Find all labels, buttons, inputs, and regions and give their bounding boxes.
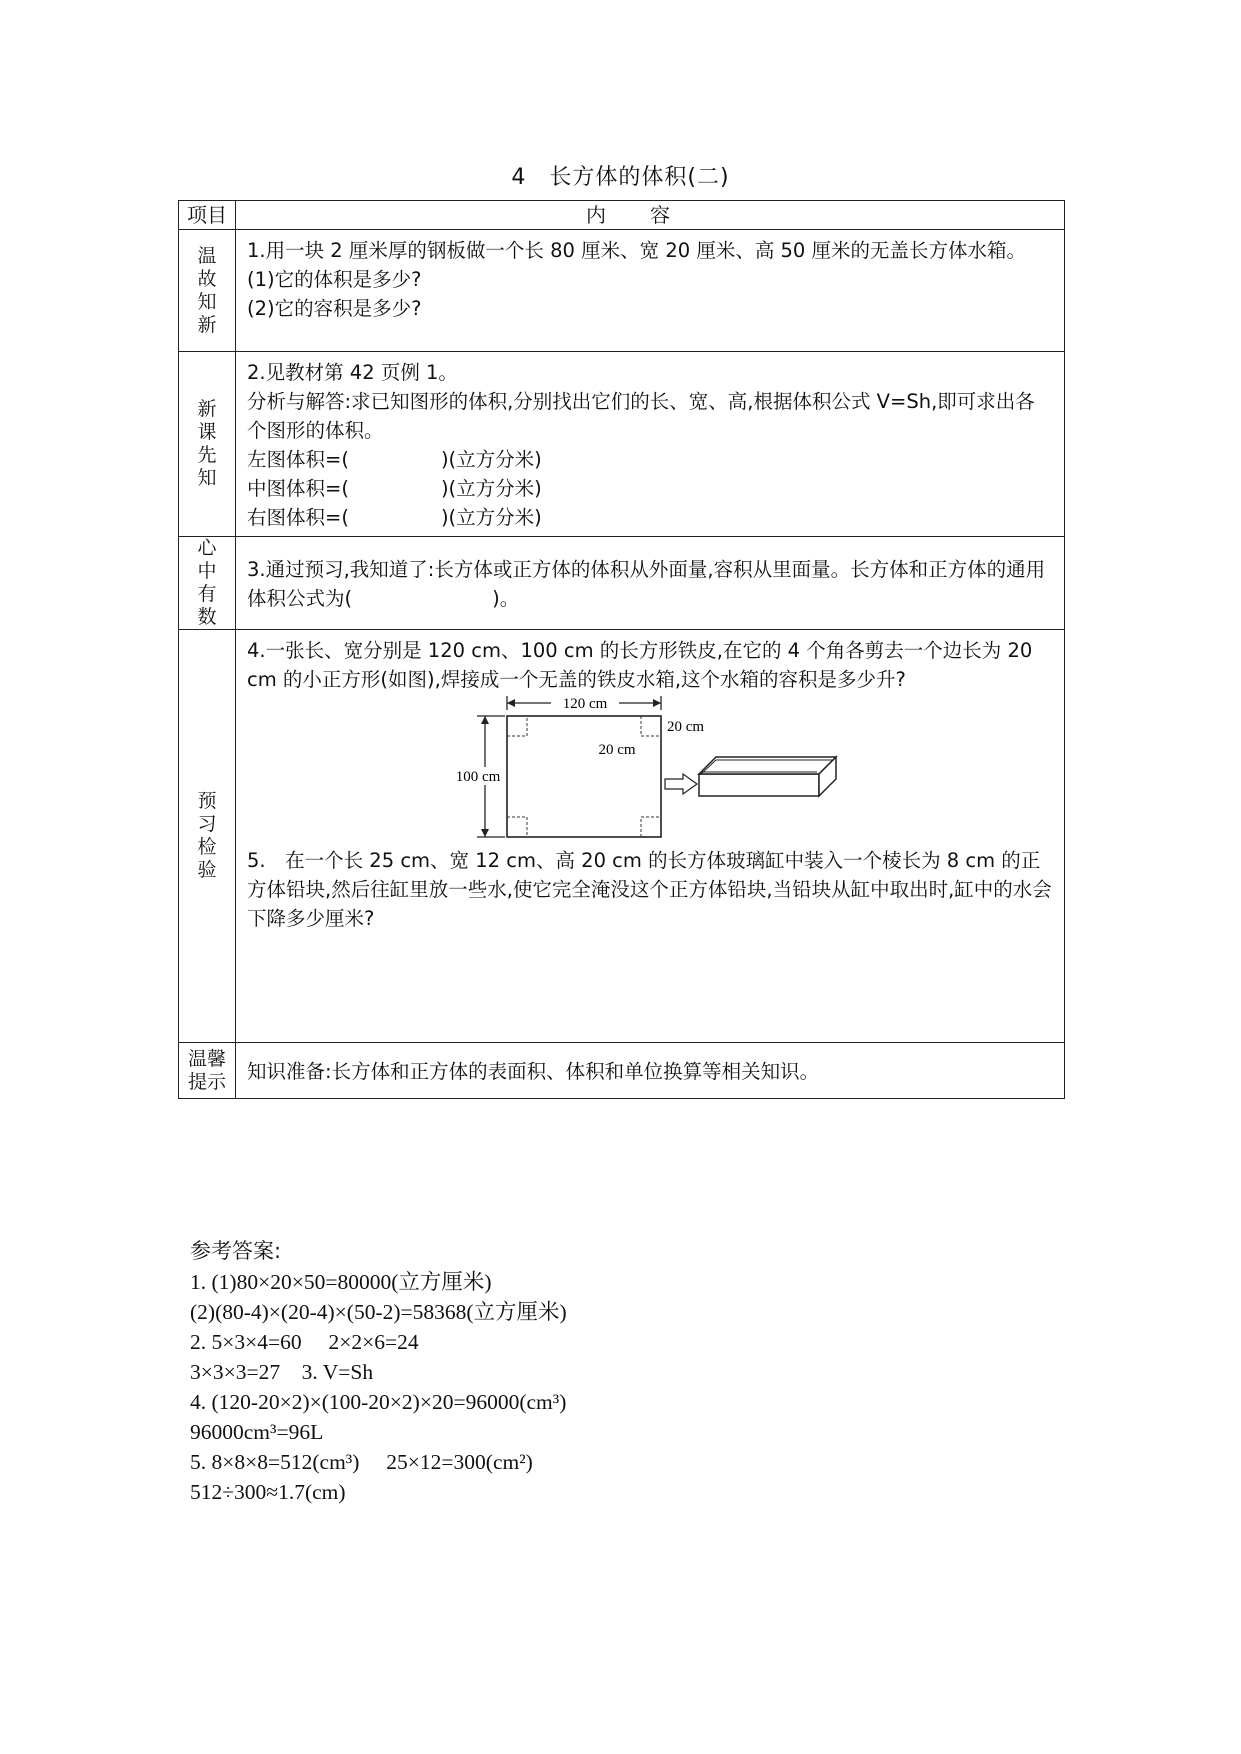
- arrow-shape: [665, 774, 697, 794]
- section-summary-content: [236, 537, 1065, 630]
- worksheet-table: [178, 200, 1065, 1099]
- answer-line: 3×3×3=27 3. V=Sh: [190, 1360, 374, 1384]
- answer-line: 2. 5×3×4=60 2×2×6=24: [190, 1330, 419, 1354]
- answer-line: 5. 8×8×8=512(cm³) 25×12=300(cm²): [190, 1450, 533, 1474]
- answer-line: 96000cm³=96L: [190, 1420, 324, 1444]
- question-3: 3.通过预习,我知道了:长方体或正方体的体积从外面量,容积从里面量。长方体和正方体的通用体积公式为( )。: [247, 558, 1046, 610]
- section-preview-label: 新 课 先 知: [179, 352, 236, 537]
- section-preview: [179, 352, 1065, 537]
- answer-line: 4. (120-20×2)×(100-20×2)×20=96000(cm³): [190, 1390, 567, 1414]
- question-4: 4.一张长、宽分别是 120 cm、100 cm 的长方形铁皮,在它的 4 个角各剪去一个边长为 20 cm 的小正方形(如图),焊接成一个无盖的铁皮水箱,这个水箱的容积是多少升?: [247, 639, 1033, 691]
- section-review-label: 温 故 知 新: [179, 230, 236, 352]
- section-check-label: 预 习 检 验: [179, 630, 236, 1043]
- width-label: 120 cm: [562, 696, 608, 712]
- section-review: [179, 230, 1065, 352]
- answer-line: 1. (1)80×20×50=80000(立方厘米): [190, 1270, 492, 1294]
- section-preview-content: [236, 352, 1065, 537]
- blank-middle-volume: 中图体积=( )(立方分米): [247, 477, 542, 500]
- section-summary: [179, 537, 1065, 630]
- header-content: 内容: [236, 201, 1065, 230]
- page-title: 4 长方体的体积(二): [511, 165, 730, 190]
- corner-label-outer: 20 cm: [667, 719, 705, 735]
- question-2: 2.见教材第 42 页例 1。: [247, 361, 458, 384]
- question-5: 5. 在一个长 25 cm、宽 12 cm、高 20 cm 的长方体玻璃缸中装入一个棱长为 8 cm 的正方体铅块,然后往缸里放一些水,使它完全淹没这个正方体铅块,当铅块从缸中取出时,缸中的水会下降多少厘米?: [247, 849, 1052, 930]
- blank-right-volume: 右图体积=( )(立方分米): [247, 506, 542, 529]
- section-summary-label: 心 中 有 数: [179, 537, 236, 630]
- height-label: 100 cm: [455, 769, 501, 785]
- question-1-part-2: (2)它的容积是多少?: [247, 297, 422, 320]
- header-row: [179, 201, 1065, 230]
- question-1-part-1: (1)它的体积是多少?: [247, 268, 422, 291]
- section-check: [179, 630, 1065, 1043]
- corner-label-inner: 20 cm: [598, 742, 636, 758]
- answer-title: 参考答案:: [190, 1239, 282, 1263]
- blank-left-volume: 左图体积=( )(立方分米): [247, 448, 542, 471]
- section-tips-content: [236, 1043, 1065, 1099]
- answer-line: (2)(80-4)×(20-4)×(50-2)=58368(立方厘米): [190, 1300, 567, 1324]
- answer-line: 512÷300≈1.7(cm): [190, 1480, 346, 1504]
- analysis-text: 分析与解答:求已知图形的体积,分别找出它们的长、宽、高,根据体积公式 V=Sh,即可求出各个图形的体积。: [247, 390, 1035, 442]
- section-check-content: [236, 630, 1065, 1043]
- section-tips: [179, 1043, 1065, 1099]
- open-box: [699, 757, 836, 796]
- question-1: 1.用一块 2 厘米厚的钢板做一个长 80 厘米、宽 20 厘米、高 50 厘米的无盖长方体水箱。: [247, 239, 1027, 262]
- tips-text: 知识准备:长方体和正方体的表面积、体积和单位换算等相关知识。: [247, 1060, 820, 1083]
- header-project: 项目: [179, 201, 236, 230]
- section-review-content: [236, 230, 1065, 352]
- section-tips-label: 温馨 提示: [179, 1043, 236, 1099]
- iron-sheet-figure: [247, 694, 1107, 846]
- answer-key: [190, 1236, 567, 1507]
